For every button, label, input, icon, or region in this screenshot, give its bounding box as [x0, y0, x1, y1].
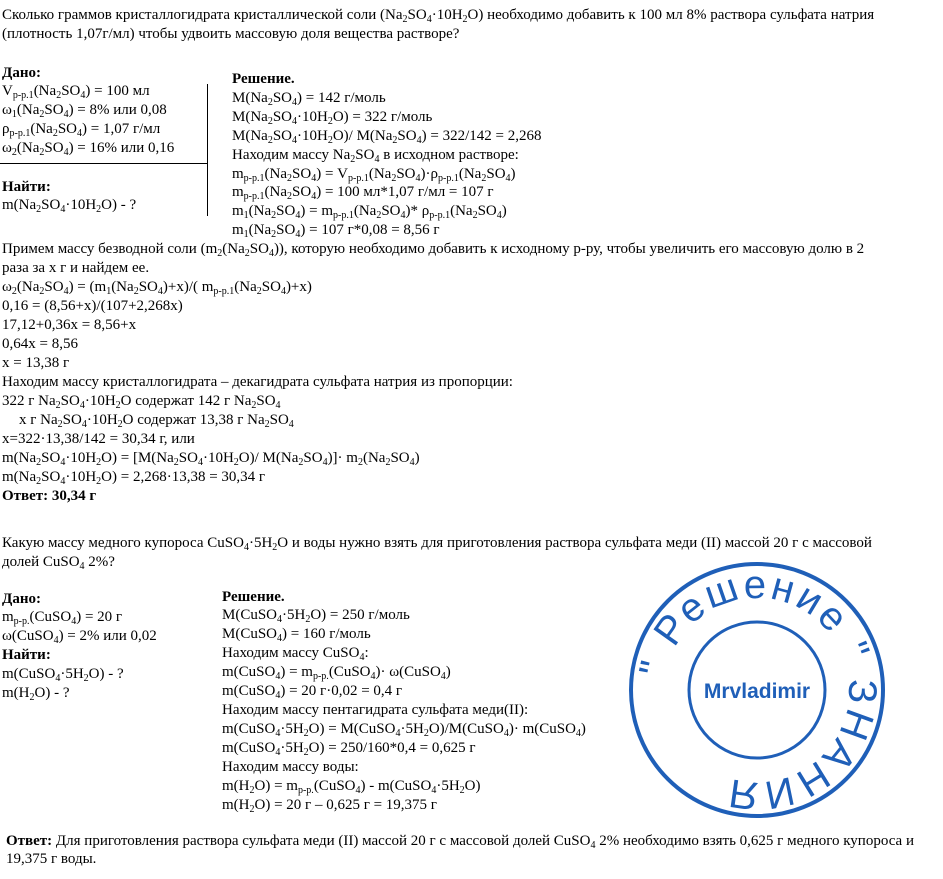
problem2-solution-line: Находим массу CuSO$_4$:	[222, 645, 369, 663]
problem1-paragraph-line2: раза за х г и найдем ее.	[2, 260, 150, 276]
problem2-given-heading: Дано:	[2, 591, 41, 607]
problem1-calc-line: $\omega_2(Na_2SO_4) = (m_1(Na_2SO_4)+х)/$( $m_{р-р.1}(Na_2SO_4)+х$)	[2, 279, 312, 297]
problem1-find-heading: Найти:	[2, 179, 51, 195]
problem1-paragraph-line1: Примем массу безводной соли $(m_2(Na_2SO_4))$, которую необходимо добавить к исходному р-ру, чтобы увеличить его массовую долю в 2	[2, 241, 865, 259]
problem2-answer-label: Ответ:	[6, 833, 53, 849]
problem1-given-item: $V_{р-р.1}(Na_2SO_4) = 100$ мл	[2, 83, 150, 101]
problem1-calc-line: х г $Na_2SO_4\cdot 10H_2O$ содержат 13,38 г $Na_2SO_4$	[19, 412, 294, 430]
stamp-seal	[627, 560, 887, 820]
problem1-solution-line: Находим массу $Na_2SO_4$ в исходном растворе:	[232, 147, 519, 165]
problem2-solution-line: m(CuSO$_4$) = $m_{р-р.}(CuSO_4)\cdot$ ω(CuSO$_4$)	[222, 664, 451, 682]
problem2-answer	[6, 832, 926, 868]
problem1-calc-line: $m(Na_2SO_4\cdot 10H_2O) = [M(Na_2SO_4\cdot 10H_2O)/$ $M(Na_2SO_4)]\cdot m_2(Na_2SO_4)$	[2, 450, 420, 468]
stamp-center-text: Mrvladimir	[703, 680, 811, 703]
problem2-solution-line: $m(H_2O)$ = $m_{р-р.}(CuSO_4)$ - $m(CuSO_4\cdot 5H_2O)$	[222, 778, 481, 796]
given-solution-separator	[207, 84, 208, 216]
problem1-given-item: $\omega_1(Na_2SO_4) = 8\%$ или 0,08	[2, 102, 167, 120]
problem1-given-item: $\rho_{р-р.1}(Na_2SO_4) = 1,07$ г/мл	[2, 121, 161, 139]
problem1-solution-line: $m_1(Na_2SO_4) = 107$ г*0,08 = 8,56 г	[232, 222, 440, 240]
problem1-calc-line: х = 13,38 г	[2, 355, 70, 371]
problem2-solution-line: Находим массу воды:	[222, 759, 359, 775]
problem1-solution-heading: Решение.	[232, 71, 295, 87]
problem2-question-line2: долей CuSO$_4$ 2%?	[2, 554, 115, 572]
problem2-solution-line: $m(CuSO_4\cdot 5H_2O)$ = $M(CuSO_4\cdot 5H_2O)/M(CuSO_4)\cdot$ m(CuSO$_4$)	[222, 721, 586, 739]
problem1-calc-line: Находим массу кристаллогидрата – декагидрата сульфата натрия из пропорции:	[2, 374, 513, 390]
problem1-solution-line: $M(Na_2SO_4) = 142$ г/моль	[232, 90, 386, 108]
stamp-ring-text: " Решение " ЗНАНИЯ	[631, 562, 885, 818]
problem1-given-item: $\omega_2(Na_2SO_4) = 16\%$ или 0,16	[2, 140, 175, 158]
problem2-find-item: $m(CuSO_4\cdot 5H_2O)$ - ?	[2, 666, 124, 684]
problem2-given-item: ω(CuSO$_4$) = 2% или 0,02	[2, 628, 157, 646]
problem1-solution-line: $m_{р-р.1}(Na_2SO_4) = V_{р-р.1}(Na_2SO_4)\cdot\rho_{р-р.1}(Na_2SO_4)$	[232, 166, 516, 184]
problem1-calc-line: 322 г $Na_2SO_4\cdot 10H_2O$ содержат 142 г $Na_2SO_4$	[2, 393, 281, 411]
problem2-answer-text: Для приготовления раствора сульфата меди (II) массой 20 г с массовой долей CuSO$_4$ 2% необходимо взять 0,625 г медного купороса и 19,375 г воды.	[6, 833, 914, 867]
given-divider	[0, 163, 207, 164]
problem1-answer: Ответ: 30,34 г	[2, 488, 97, 504]
problem2-solution-heading: Решение.	[222, 589, 285, 605]
problem1-find: $m(Na_2SO_4\cdot 10H_2O)$ - ?	[2, 197, 137, 215]
problem2-solution-line: $m(H_2O) = 20$ г – 0,625 г = 19,375 г	[222, 797, 437, 815]
problem2-solution-line: $m(CuSO_4\cdot 5H_2O) = 250/160*0,4 = 0,625$ г	[222, 740, 476, 758]
problem1-calc-line: 0,16 = (8,56+х)/(107+2,268х)	[2, 298, 183, 314]
problem1-solution-line: $M(Na_2SO_4\cdot 10H_2O) = 322$ г/моль	[232, 109, 433, 127]
problem1-question-line2: (плотность 1,07г/мл) чтобы удвоить массовую доля вещества растворе?	[2, 26, 460, 42]
problem1-calc-line: 0,64х = 8,56	[2, 336, 78, 352]
problem2-solution-line: Находим массу пентагидрата сульфата меди(II):	[222, 702, 529, 718]
problem1-calc-line: х=322·13,38/142 = 30,34 г, или	[2, 431, 195, 447]
problem1-calc-line: 17,12+0,36х = 8,56+х	[2, 317, 137, 333]
problem2-given-item: $m_{р-р.}(CuSO_4) = 20$ г	[2, 609, 123, 627]
problem2-solution-line: m(CuSO$_4$) = 20 г·0,02 = 0,4 г	[222, 683, 403, 701]
problem2-find-item: $m(H_2O)$ - ?	[2, 685, 70, 703]
problem1-solution-line: $m_{р-р.1}(Na_2SO_4) = 100$ мл*1,07 г/мл = 107 г	[232, 184, 494, 202]
problem1-question-line1: Сколько граммов кристаллогидрата кристаллической соли $(Na_2SO_4\cdot 10H_2O)$ необходимо добавить к 100 мл 8% раствора сульфата натрия	[2, 7, 875, 25]
problem2-question-line1: Какую массу медного купороса $CuSO_4\cdot 5H_2O$ и воды нужно взять для приготовления раствора сульфата меди (II) массой 20 г с массовой	[2, 535, 872, 553]
problem2-solution-line: $M(CuSO_4\cdot 5H_2O) = 250$ г/моль	[222, 607, 410, 625]
problem1-solution-line: $m_1(Na_2SO_4) = m_{р-р.1}(Na_2SO_4)*$ $\rho_{р-р.1}(Na_2SO_4)$	[232, 203, 507, 221]
problem2-solution-line: M(CuSO$_4$) = 160 г/моль	[222, 626, 371, 644]
problem1-solution-line: $M(Na_2SO_4\cdot 10H_2O)/$ $M(Na_2SO_4) = 322/142 = 2,268$	[232, 128, 542, 146]
problem2-find-heading: Найти:	[2, 647, 51, 663]
problem1-given-heading: Дано:	[2, 65, 41, 81]
problem1-calc-line: $m(Na_2SO_4\cdot 10H_2O) = 2,268\cdot 13,38 = 30,34$ г	[2, 469, 266, 487]
